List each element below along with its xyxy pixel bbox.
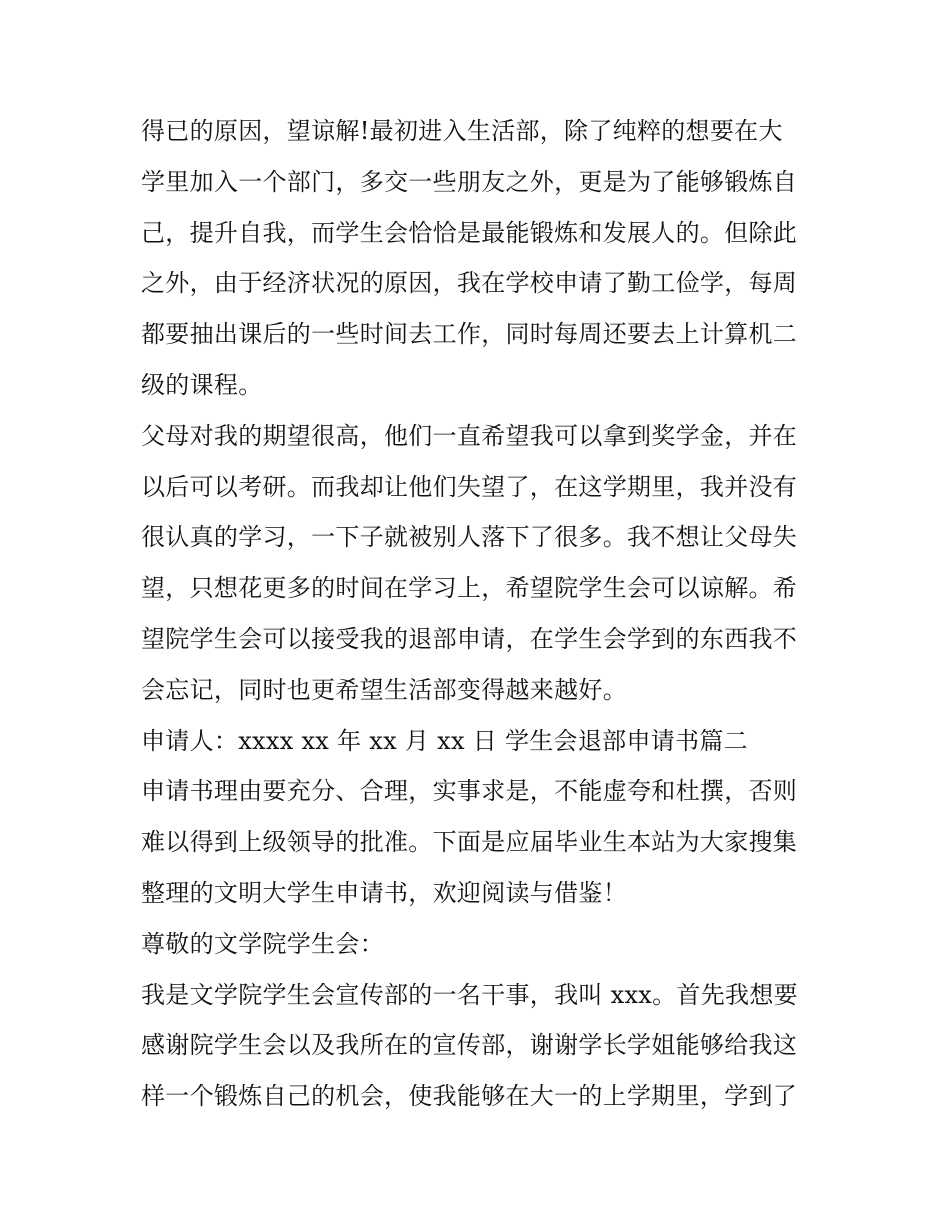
text-line: 望，只想花更多的时间在学习上，希望院学生会可以谅解。希 (141, 574, 798, 603)
text-line: 难以得到上级领导的批准。下面是应届毕业生本站为大家搜集 (141, 828, 798, 857)
text-line: 学里加入一个部门，多交一些朋友之外，更是为了能够锻炼自 (141, 167, 798, 196)
text-line: 以后可以考研。而我却让他们失望了，在这学期里，我并没有 (141, 472, 798, 501)
text-line: 得已的原因，望谅解!最初进入生活部，除了纯粹的想要在大 (141, 117, 783, 145)
text-line: 级的课程。 (141, 370, 263, 399)
signature-line: 申请人：xxxx xx 年 xx 月 xx 日 学生会退部申请书篇二 (141, 726, 748, 755)
text-line: 样一个锻炼自己的机会，使我能够在大一的上学期里，学到了 (141, 1082, 798, 1111)
text-line: 都要抽出课后的一些时间去工作，同时每周还要去上计算机二 (141, 320, 798, 349)
text-line: 己，提升自我，而学生会恰恰是最能锻炼和发展人的。但除此 (141, 218, 798, 247)
salutation-line: 尊敬的文学院学生会： (141, 929, 384, 958)
text-line: 之外，由于经济状况的原因，我在学校申请了勤工俭学，每周 (141, 269, 798, 298)
text-line: 会忘记，同时也更希望生活部变得越来越好。 (141, 675, 627, 704)
text-line: 望院学生会可以接受我的退部申请，在学生会学到的东西我不 (141, 624, 798, 653)
text-line: 父母对我的期望很高，他们一直希望我可以拿到奖学金，并在 (141, 421, 798, 450)
document-body (141, 106, 821, 1122)
text-line: 很认真的学习，一下子就被别人落下了很多。我不想让父母失 (141, 523, 798, 552)
text-line: 申请书理由要充分、合理，实事求是，不能虚夸和杜撰，否则 (141, 777, 798, 806)
text-line: 感谢院学生会以及我所在的宣传部，谢谢学长学姐能够给我这 (141, 1031, 798, 1060)
text-line: 我是文学院学生会宣传部的一名干事，我叫 xxx。首先我想要 (141, 980, 798, 1009)
text-line: 整理的文明大学生申请书，欢迎阅读与借鉴！ (141, 878, 627, 907)
